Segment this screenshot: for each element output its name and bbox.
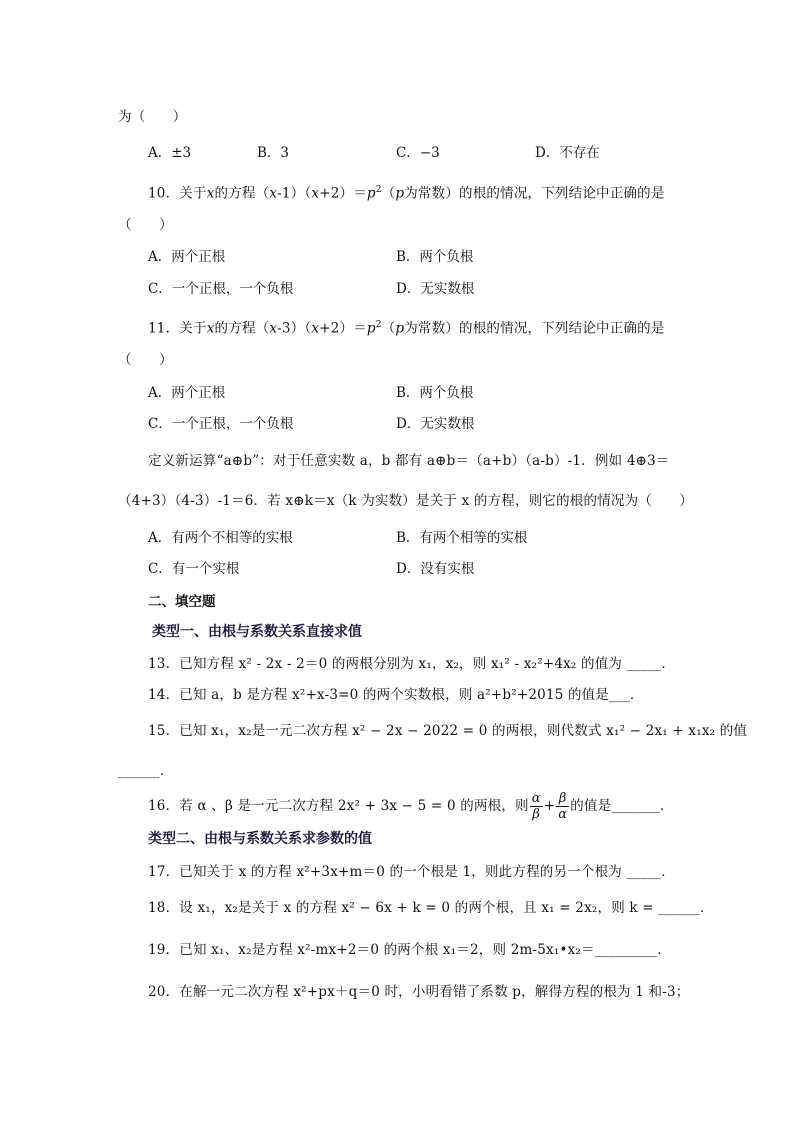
q17: 17．已知关于 x 的方程 x²+3x+m＝0 的一个根是 1，则此方程的另一个根为 _____． [148, 864, 675, 880]
q12-option-c: C．有一个实根 [148, 561, 240, 577]
q20: 20．在解一元二次方程 x²+px＋q＝0 时，小明看错了系数 p，解得方程的根为 1 和-3； [148, 984, 690, 1000]
q12-option-b: B．有两个相等的实根 [396, 530, 528, 546]
q11-option-a: A．两个正根 [148, 385, 226, 401]
q10-option-a: A．两个正根 [148, 249, 226, 265]
q12-option-d: D．没有实根 [396, 561, 475, 577]
q9-option-c: C．−3 [396, 145, 440, 161]
subsection-type1: 类型一、由根与系数关系直接求值 [152, 624, 362, 640]
q13: 13．已知方程 x² - 2x - 2＝0 的两根分别为 x₁，x₂，则 x₁² - x₂²+4x₂ 的值为 _____． [148, 656, 676, 672]
q10-option-c: C．一个正根，一个负根 [148, 281, 294, 297]
fraction-alpha-over-beta: $\frac{\alpha}{\beta}$ [531, 791, 541, 822]
q14: 14．已知 a，b 是方程 x²+x-3=0 的两个实数根，则 a²+b²+2015 的值是___． [148, 687, 644, 703]
fraction-beta-over-alpha: $\frac{\beta}{\alpha}$ [558, 791, 568, 822]
q11-option-b: B．两个负根 [396, 385, 474, 401]
q9-option-a: A．±3 [148, 145, 192, 161]
q19: 19．已知 x₁、x₂是方程 x²-mx+2＝0 的两个根 x₁＝2，则 2m-5x₁•x₂＝_________． [148, 942, 671, 958]
subsection-type2: 类型二、由根与系数关系求参数的值 [148, 831, 372, 847]
q10-option-b: B．两个负根 [396, 249, 474, 265]
q9-option-b: B．3 [257, 145, 290, 161]
q15-line1: 15．已知 x₁，x₂是一元二次方程 x² − 2x − 2022 = 0 的两根，则代数式 x₁² − 2x₁ + x₁x₂ 的值 [148, 723, 748, 739]
q12-stem-line1: 定义新运算“a⊕b”：对于任意实数 a，b 都有 a⊕b＝（a+b）（a-b）-1．例如 4⊕3＝ [148, 453, 670, 469]
q9-tail: 为（ ） [118, 109, 187, 125]
q11-option-c: C．一个正根，一个负根 [148, 416, 294, 432]
q15-line2: ______． [118, 763, 174, 779]
q16: 16．若 α 、β 是一元二次方程 2x² + 3x − 5 = 0 的两根，则 $\frac{\alpha}{\beta}$ + $\frac{\beta}{\alpha}$ 的值是_______． [148, 791, 674, 822]
q11-option-d: D．无实数根 [396, 416, 475, 432]
q12-stem-line2: （4+3）（4-3）-1＝6．若 x⊕k＝x（k 为实数）是关于 x 的方程，则它的根的情况为（ ） [118, 493, 694, 509]
section-title-fill-in: 二、填空题 [148, 594, 216, 610]
q11-stem: 11．关于x的方程$(x-3)(x+2)=p^2(p$为常数）的根的情况，下列结论中正确的是 [148, 320, 665, 337]
q10-answer-paren: （ ） [118, 217, 173, 233]
q10-option-d: D．无实数根 [396, 281, 475, 297]
q9-option-d: D．不存在 [535, 145, 600, 161]
q10-stem: 10．关于x的方程$(x-1)(x+2)=p^2(p$为常数）的根的情况，下列结论中正确的是 [148, 185, 665, 202]
q12-option-a: A．有两个不相等的实根 [148, 530, 293, 546]
q18: 18．设 x₁，x₂是关于 x 的方程 x² − 6x + k = 0 的两个根，且 x₁ = 2x₂，则 k = ______． [148, 900, 714, 916]
q11-answer-paren: （ ） [118, 352, 173, 368]
